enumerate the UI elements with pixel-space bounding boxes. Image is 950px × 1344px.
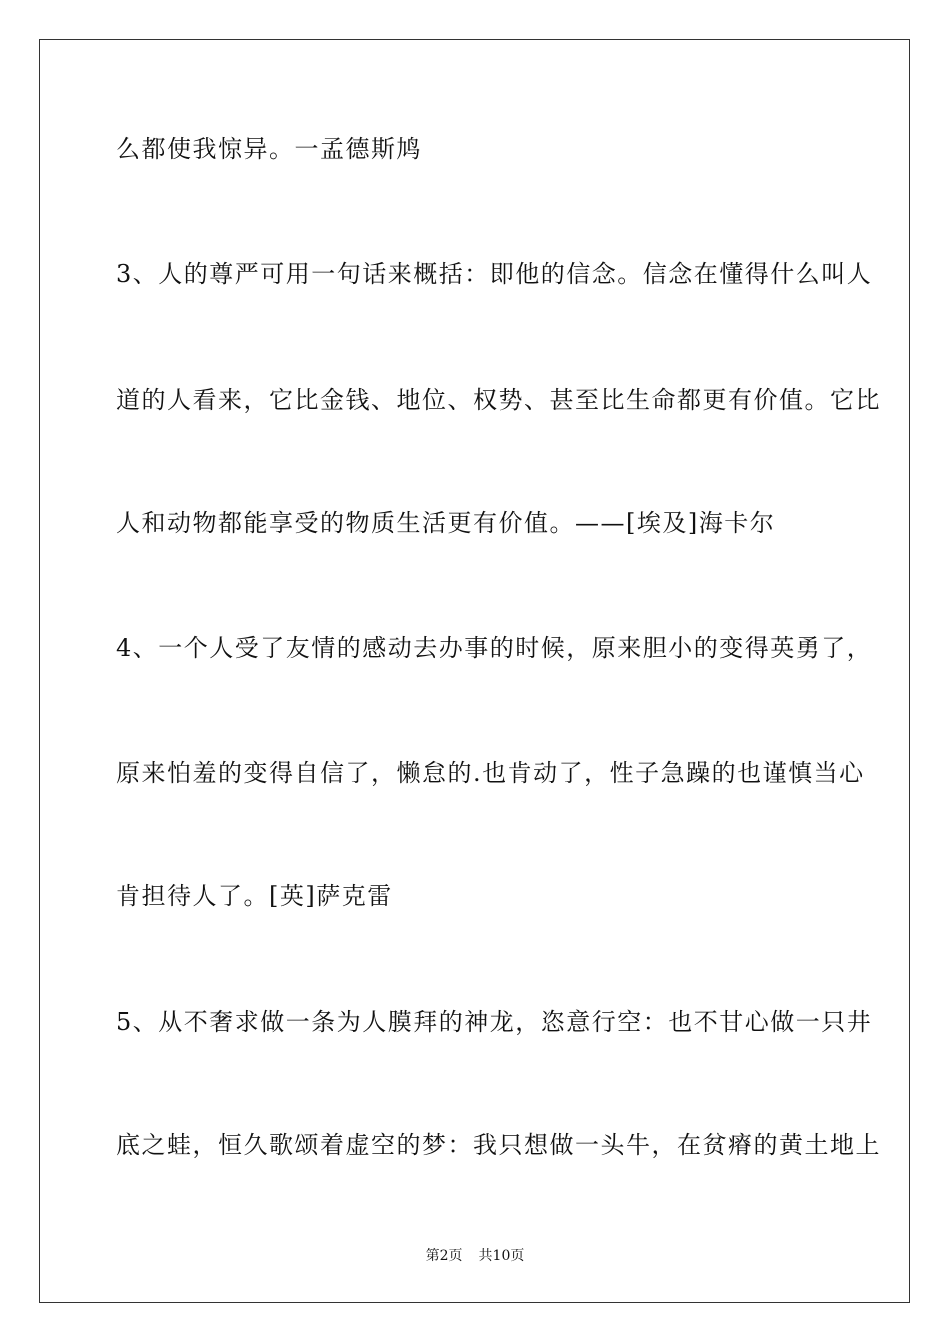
page-total: 共10页 [478,1248,525,1264]
text-line: 3、人的尊严可用一句话来概括：即他的信念。信念在懂得什么叫人 [116,260,873,288]
page-number: 第2页 [425,1248,463,1264]
page-border [39,39,910,1303]
text-line: 道的人看来，它比金钱、地位、权势、甚至比生命都更有价值。它比 [116,386,881,414]
text-line: 肯担待人了。[英]萨克雷 [116,882,393,910]
page-footer [0,1246,950,1266]
text-line: 么都使我惊异。一孟德斯鸠 [116,135,422,163]
text-line: 原来怕羞的变得自信了，懒怠的.也肯动了，性子急躁的也谨慎当心 [116,759,865,787]
text-line: 4、一个人受了友情的感动去办事的时候，原来胆小的变得英勇了， [116,634,873,662]
text-line: 人和动物都能享受的物质生活更有价值。——[埃及]海卡尔 [116,509,776,537]
text-line: 底之蛙，恒久歌颂着虚空的梦：我只想做一头牛，在贫瘠的黄土地上 [116,1131,881,1159]
text-line: 5、从不奢求做一条为人膜拜的神龙，恣意行空：也不甘心做一只井 [116,1008,873,1036]
